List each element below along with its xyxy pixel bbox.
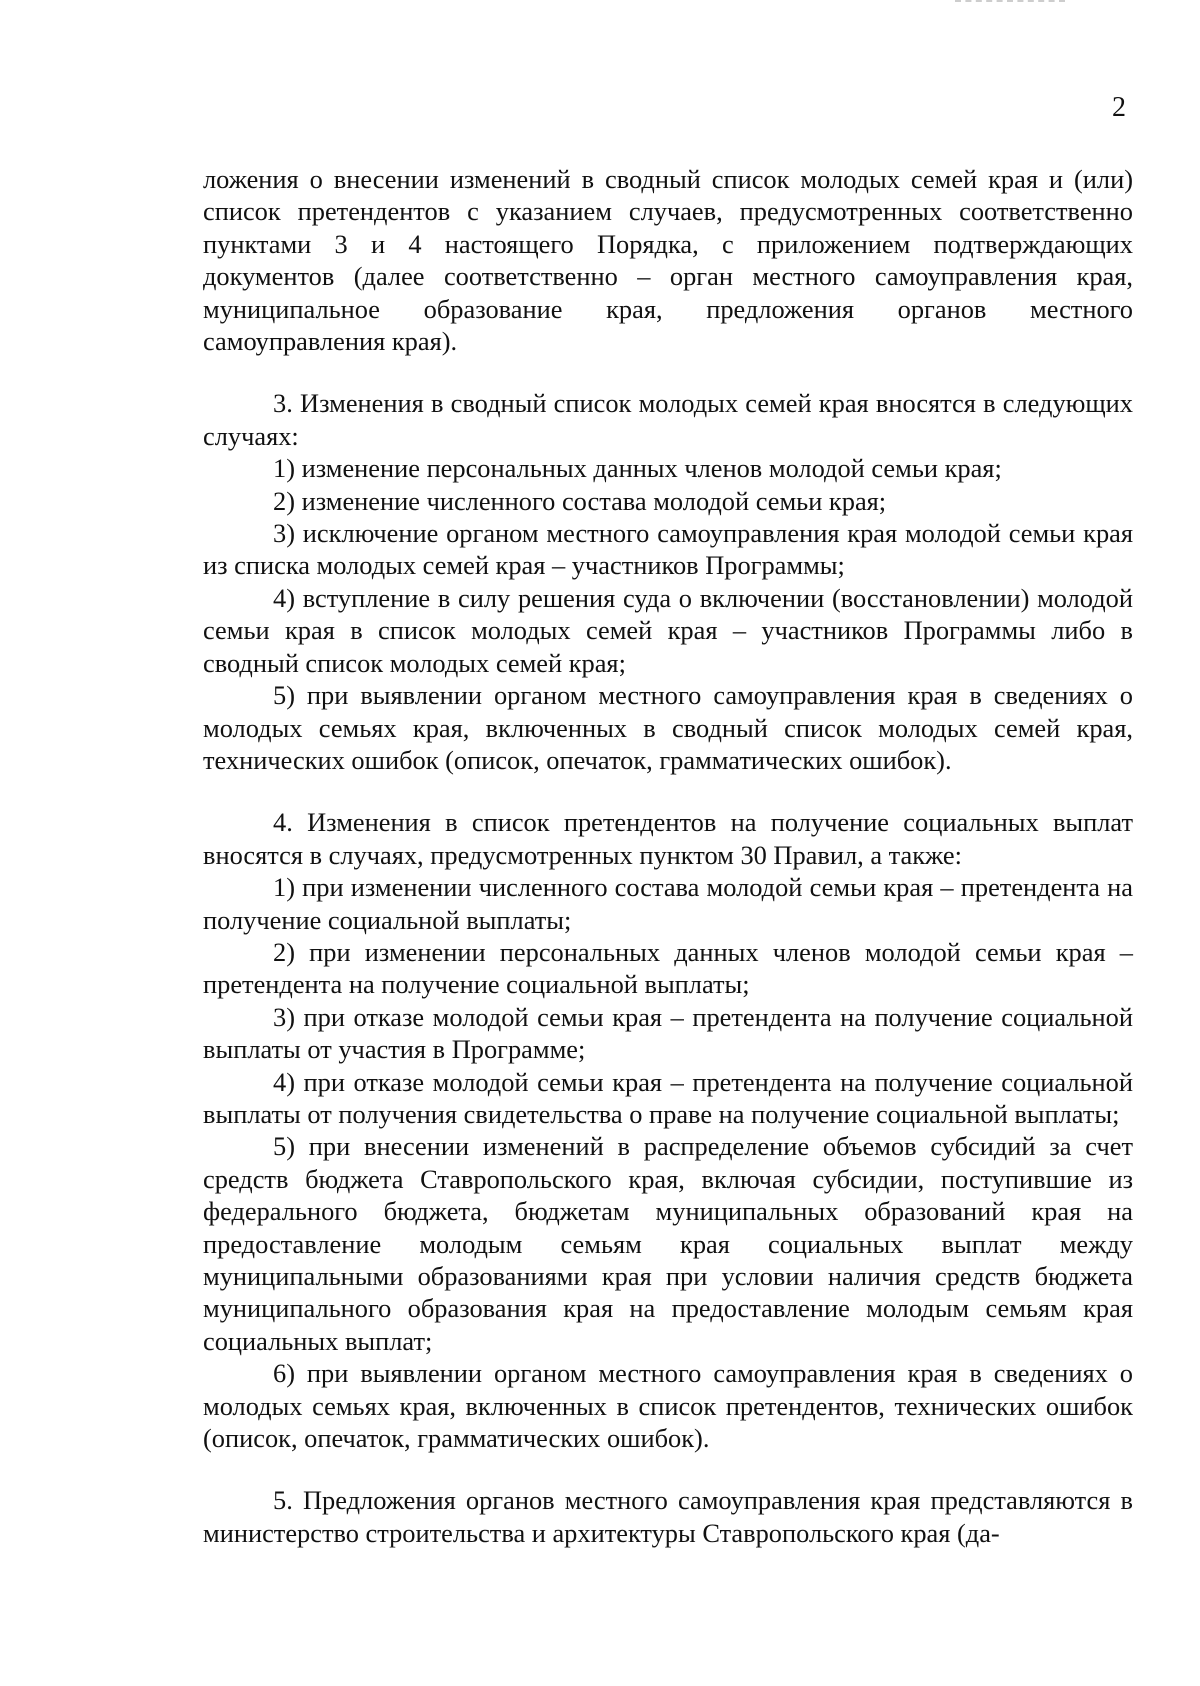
paragraph-section-3: 3. Изменения в сводный список молодых семей края вносятся в следующих случаях: <box>203 388 1133 451</box>
paragraph-continuation: ложения о внесении изменений в сводный список молодых семей края и (или) список претендентов с указанием случаев, предусмотренных соответственно пунктами 3 и 4 настоящего Порядка, с приложением подтверждающих документов (далее соответственно – орган местного самоуправления края, муниципальное образование края, предложения органов местного самоуправления края). <box>203 164 1133 357</box>
list-item-4-3: 3) при отказе молодой семьи края – претендента на получение социальной выплаты от участия в Программе; <box>203 1001 1133 1065</box>
list-item-3-3: 3) исключение органом местного самоуправления края молодой семьи края из списка молодых семей края – участников Программы; <box>203 518 1133 581</box>
list-item-4-2: 2) при изменении персональных данных членов молодой семьи края – претендента на получение социальной выплаты; <box>203 936 1133 1000</box>
list-item-4-6: 6) при выявлении органом местного самоуправления края в сведениях о молодых семьях края, включенных в список претендентов, технических ошибок (описок, опечаток, грамматических ошибок). <box>203 1358 1133 1454</box>
list-item-4-4: 4) при отказе молодой семьи края – претендента на получение социальной выплаты от получения свидетельства о праве на получение социальной выплаты; <box>203 1066 1133 1129</box>
list-item-3-5: 5) при выявлении органом местного самоуправления края в сведениях о молодых семьях края, включенных в сводный список молодых семей края, технических ошибок (описок, опечаток, грамматических ошибок). <box>203 680 1133 775</box>
list-item-3-2: 2) изменение численного состава молодой семьи края; <box>273 485 887 516</box>
document-body <box>203 163 1133 1549</box>
list-item-3-4: 4) вступление в силу решения суда о включении (восстановлении) молодой семьи края в список молодых семей края – участников Программы либо в сводный список молодых семей края; <box>203 582 1133 678</box>
list-item-3-1: 1) изменение персональных данных членов молодой семьи края; <box>273 453 1002 484</box>
paragraph-section-5: 5. Предложения органов местного самоуправления края представляются в министерство строительства и архитектуры Ставропольского края (да- <box>203 1485 1133 1548</box>
page-number: 2 <box>1112 92 1126 123</box>
scan-artifact <box>955 0 1065 6</box>
paragraph-section-4: 4. Изменения в список претендентов на получение социальных выплат вносятся в случаях, предусмотренных пунктом 30 Правил, а также: <box>203 807 1133 870</box>
list-item-4-1: 1) при изменении численного состава молодой семьи края – претендента на получение социальной выплаты; <box>203 872 1133 935</box>
list-item-4-5: 5) при внесении изменений в распределение объемов субсидий за счет средств бюджета Ставропольского края, включая субсидии, поступившие из федерального бюджета, бюджетам муниципальных образований края на предоставление молодым семьям края социальных выплат между муниципальными образованиями края при условии наличия средств бюджета муниципального образования края на предоставление молодым семьям края социальных выплат; <box>203 1131 1133 1356</box>
